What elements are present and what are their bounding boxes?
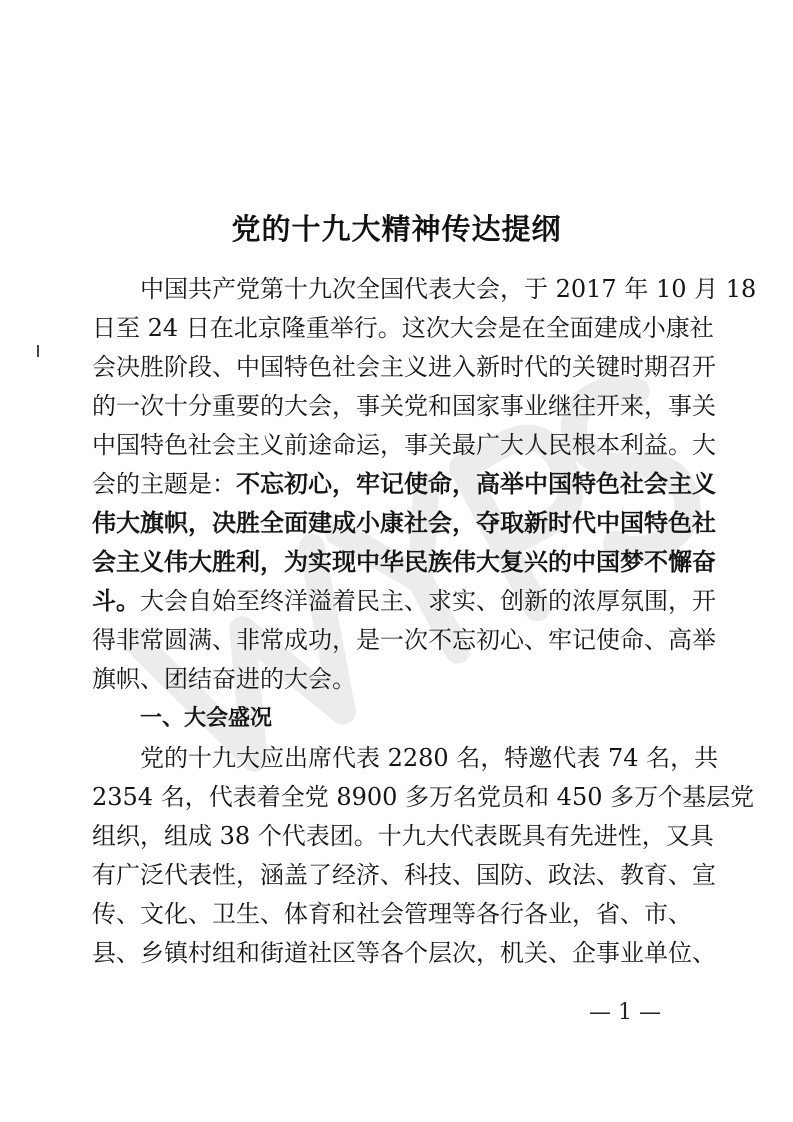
paragraph-line: 会决胜阶段、中国特色社会主义进入新时代的关键时期召开: [92, 353, 716, 381]
paragraph-line: 中国共产党第十九次全国代表大会，于 2017 年 10 月 18: [140, 275, 757, 303]
page-number: — 1 —: [589, 1000, 661, 1025]
theme-bold-line: 会主义伟大胜利，为实现中华民族伟大复兴的中国梦不懈奋: [92, 548, 716, 576]
theme-line: [92, 467, 716, 501]
document-title: 党的十九大精神传达提纲: [231, 212, 562, 246]
paragraph-text: 大会自始至终洋溢着民主、求实、创新的浓厚氛围，开: [140, 587, 716, 615]
paragraph-line: 党的十九大应出席代表 2280 名，特邀代表 74 名，共: [140, 744, 719, 772]
paragraph-line: 有广泛代表性，涵盖了经济、科技、国防、政法、教育、宣: [92, 861, 716, 889]
theme-prefix: 会的主题是：: [92, 470, 236, 498]
scan-artifact: [37, 345, 39, 357]
paragraph-line: 的一次十分重要的大会，事关党和国家事业继往开来，事关: [92, 392, 716, 420]
theme-end-line: [92, 584, 716, 618]
paragraph-line: 旗帜、团结奋进的大会。: [92, 665, 356, 693]
paragraph-line: 县、乡镇村组和街道社区等各个层次，机关、企事业单位、: [92, 939, 716, 967]
theme-bold-line: 伟大旗帜，决胜全面建成小康社会，夺取新时代中国特色社: [92, 509, 716, 537]
paragraph-line: 日至 24 日在北京隆重举行。这次大会是在全面建成小康社: [92, 314, 714, 342]
paragraph-line: 中国特色社会主义前途命运，事关最广大人民根本利益。大: [92, 431, 716, 459]
theme-bold-text: 斗。: [92, 587, 140, 615]
paragraph-line: 组织，组成 38 个代表团。十九大代表既具有先进性，又具: [92, 822, 714, 850]
paragraph-line: 传、文化、卫生、体育和社会管理等各行各业，省、市、: [92, 900, 692, 928]
paragraph-line: 得非常圆满、非常成功，是一次不忘初心、牢记使命、高举: [92, 626, 716, 654]
section-heading: 一、大会盛况: [140, 706, 273, 731]
paragraph-line: 2354 名，代表着全党 8900 多万名党员和 450 多万个基层党: [92, 783, 755, 811]
theme-bold-text: 不忘初心，牢记使命，高举中国特色社会主义: [236, 470, 716, 498]
